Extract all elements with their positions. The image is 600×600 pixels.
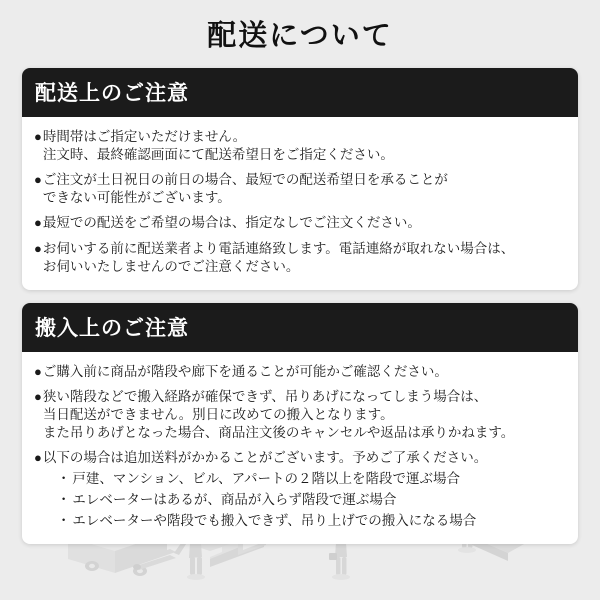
notice-item <box>34 388 566 442</box>
carry-in-notes-body <box>22 352 578 545</box>
surcharge-case <box>57 491 566 509</box>
notice-line: お伺いする前に配送業者より電話連絡致します。電話連絡が取れない場合は、 <box>42 240 515 256</box>
notice-line: 注文時、最終確認画面にて配送希望日をご指定ください。 <box>42 147 394 163</box>
surcharge-case-text: 戸建、マンション、ビル、アパートの２階以上を階段で運ぶ場合 <box>72 471 461 487</box>
bullet-icon: ● <box>34 388 42 404</box>
surcharge-case-text: エレベーターはあるが、商品が入らず階段で運ぶ場合 <box>72 492 397 508</box>
notice-line: また吊りあげとなった場合、商品注文後のキャンセルや返品は承りかねます。 <box>42 425 515 440</box>
bullet-icon: ● <box>34 363 42 379</box>
delivery-notes-body <box>22 117 578 290</box>
notice-line: 以下の場合は追加送料がかかることがございます。予めご了承ください。 <box>42 450 488 466</box>
notice-item <box>34 171 566 207</box>
notice-line: ご購入前に商品が階段や廊下を通ることが可能かご確認ください。 <box>42 363 448 379</box>
notice-line: 狭い階段などで搬入経路が確保できず、吊りあげになってしまう場合は、 <box>42 388 488 404</box>
delivery-notes-header: 配送上のご注意 <box>22 68 578 117</box>
surcharge-case-text: エレベーターや階段でも搬入できず、吊り上げでの搬入になる場合 <box>72 513 477 529</box>
surcharge-case <box>57 470 566 488</box>
notice-item <box>34 128 566 164</box>
notice-line: 最短での配送をご希望の場合は、指定なしでご注文ください。 <box>42 215 421 231</box>
surcharge-case <box>57 512 566 530</box>
sub-bullet-icon: ・ <box>56 492 71 508</box>
notice-line: できない可能性がございます。 <box>42 190 231 206</box>
notice-item <box>34 214 566 232</box>
notice-line: ご注文が土日祝日の前日の場合、最短での配送希望日を承ることが <box>42 172 448 188</box>
notice-line: 当日配送ができません。別日に改めての搬入となります。 <box>42 406 394 422</box>
bullet-icon: ● <box>34 172 42 188</box>
bullet-icon: ● <box>34 215 42 231</box>
carry-in-notes-header: 搬入上のご注意 <box>22 303 578 352</box>
carry-in-notes-card <box>22 303 578 545</box>
surcharge-case-list <box>57 470 566 530</box>
delivery-notes-card <box>22 68 578 290</box>
notice-item <box>34 240 566 276</box>
notice-item <box>34 449 566 530</box>
bullet-icon: ● <box>34 240 42 256</box>
notice-line: お伺いいたしませんのでご注意ください。 <box>42 258 300 274</box>
sub-bullet-icon: ・ <box>56 513 71 529</box>
bullet-icon: ● <box>34 129 42 144</box>
notice-line: 時間帯はご指定いただけません。 <box>42 129 247 144</box>
bullet-icon: ● <box>34 450 42 466</box>
sub-bullet-icon: ・ <box>56 471 71 487</box>
page-title: 配送について <box>207 20 393 52</box>
notice-item <box>34 363 566 381</box>
